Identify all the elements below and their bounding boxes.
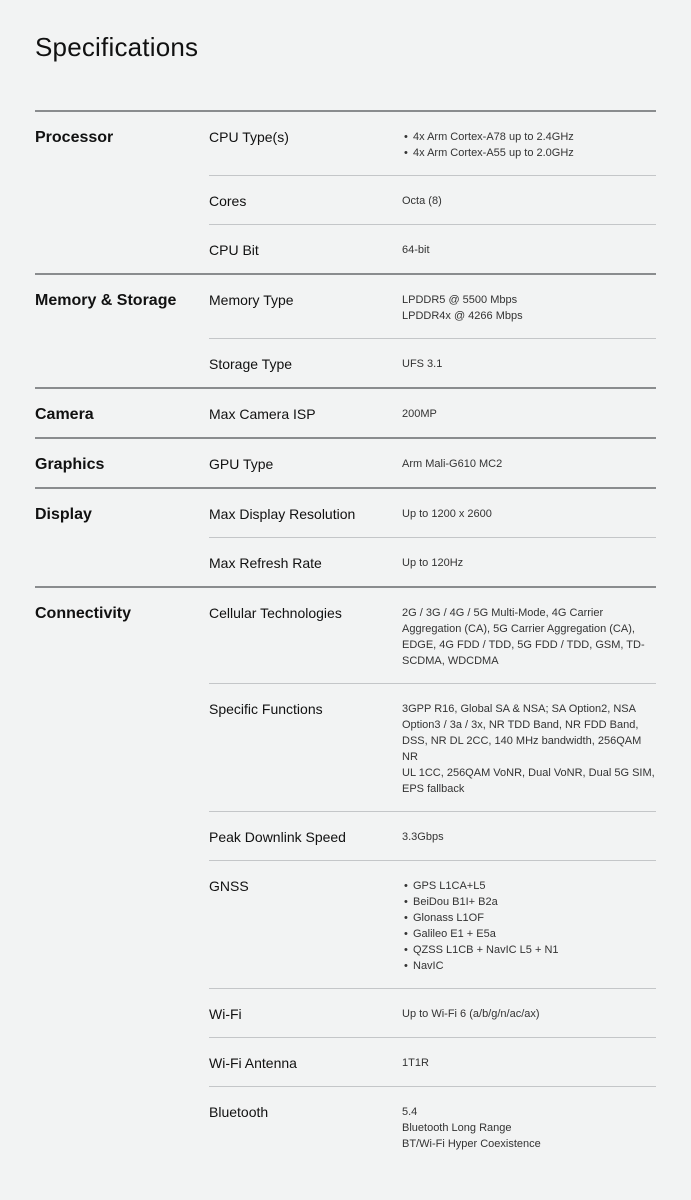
- spec-value-line: DSS, NR DL 2CC, 140 MHz bandwidth, 256QAM NR: [402, 735, 642, 763]
- spec-label: GNSS: [209, 878, 249, 894]
- section-title: Graphics: [35, 456, 105, 473]
- spec-value: [402, 554, 656, 572]
- spec-value-item: • BeiDou B1I+ B2a: [413, 894, 656, 910]
- spec-value: [402, 355, 656, 373]
- spec-value-line: Octa (8): [402, 195, 442, 207]
- spec-label: CPU Bit: [209, 242, 259, 258]
- section-title: Memory & Storage: [35, 292, 177, 309]
- spec-label: Wi-Fi Antenna: [209, 1055, 297, 1071]
- spec-value-line: 3.3Gbps: [402, 831, 444, 843]
- spec-value-item: • Galileo E1 + E5a: [413, 926, 656, 942]
- page-title: Specifications: [35, 32, 199, 62]
- spec-label: Max Camera ISP: [209, 406, 316, 422]
- specifications-table: [35, 110, 656, 1166]
- spec-row: [209, 1086, 656, 1166]
- spec-section-connectivity: [35, 586, 656, 1166]
- spec-value-line: EDGE, 4G FDD / TDD, 5G FDD / TDD, GSM, TD-: [402, 639, 645, 651]
- spec-value-line: 2G / 3G / 4G / 5G Multi-Mode, 4G Carrier: [402, 607, 604, 619]
- spec-label: Specific Functions: [209, 701, 323, 717]
- spec-value-line: EPS fallback: [402, 783, 465, 795]
- spec-value-item: • GPS L1CA+L5: [413, 878, 656, 894]
- spec-value-line: 5.4: [402, 1106, 418, 1118]
- spec-value: [402, 700, 656, 797]
- spec-label: Cores: [209, 193, 247, 209]
- section-rows: [209, 439, 656, 487]
- spec-row: [209, 175, 656, 224]
- spec-value-item: • 4x Arm Cortex-A78 up to 2.4GHz: [413, 129, 656, 145]
- spec-row: [209, 537, 656, 586]
- spec-value-line: Arm Mali-G610 MC2: [402, 458, 503, 470]
- spec-value: [402, 455, 656, 473]
- spec-row: [209, 811, 656, 860]
- spec-row: [209, 489, 656, 537]
- spec-label: Memory Type: [209, 292, 294, 308]
- spec-value-line: 3GPP R16, Global SA & NSA; SA Option2, NSA: [402, 703, 636, 715]
- spec-value-line: 200MP: [402, 408, 437, 420]
- spec-value-line: LPDDR5 @ 5500 Mbps: [402, 294, 518, 306]
- spec-value-line: LPDDR4x @ 4266 Mbps: [402, 310, 523, 322]
- section-rows: [209, 588, 656, 1166]
- spec-row: [209, 224, 656, 273]
- spec-label: Bluetooth: [209, 1104, 269, 1120]
- spec-value-list: [402, 878, 656, 974]
- spec-value: [402, 192, 656, 210]
- spec-value-line: Up to 120Hz: [402, 557, 464, 569]
- spec-value-line: SCDMA, WDCDMA: [402, 655, 499, 667]
- spec-value-line: Option3 / 3a / 3x, NR TDD Band, NR FDD Band,: [402, 719, 639, 731]
- spec-value-line: BT/Wi-Fi Hyper Coexistence: [402, 1138, 541, 1150]
- spec-section-camera: [35, 387, 656, 437]
- section-title: Display: [35, 506, 92, 523]
- spec-label: Storage Type: [209, 356, 293, 372]
- section-title: Camera: [35, 406, 94, 423]
- spec-row: [209, 588, 656, 683]
- spec-value: [402, 291, 656, 324]
- spec-value-line: 1T1R: [402, 1057, 429, 1069]
- spec-value: [402, 241, 656, 259]
- spec-value-item: • NavIC: [413, 958, 656, 974]
- spec-label: Max Refresh Rate: [209, 555, 322, 571]
- spec-value: [402, 1103, 656, 1152]
- spec-label: GPU Type: [209, 456, 274, 472]
- spec-value: [402, 405, 656, 423]
- spec-value-line: Up to Wi-Fi 6 (a/b/g/n/ac/ax): [402, 1008, 540, 1020]
- spec-value: [402, 604, 656, 669]
- spec-value-line: Bluetooth Long Range: [402, 1122, 512, 1134]
- section-rows: [209, 389, 656, 437]
- spec-label: Peak Downlink Speed: [209, 829, 346, 845]
- spec-row: [209, 389, 656, 437]
- spec-value-item: • QZSS L1CB + NavIC L5 + N1: [413, 942, 656, 958]
- section-title: Processor: [35, 129, 114, 146]
- spec-row: [209, 860, 656, 988]
- spec-value-item: • Glonass L1OF: [413, 910, 656, 926]
- spec-value: [402, 1005, 656, 1023]
- spec-row: [209, 988, 656, 1037]
- spec-value-line: Up to 1200 x 2600: [402, 508, 492, 520]
- spec-section-processor: [35, 110, 656, 273]
- section-title: Connectivity: [35, 605, 132, 622]
- spec-value-line: 64-bit: [402, 244, 430, 256]
- spec-value: [402, 1054, 656, 1072]
- spec-label: Max Display Resolution: [209, 506, 356, 522]
- spec-row: [209, 275, 656, 338]
- spec-value: [402, 505, 656, 523]
- spec-row: [209, 338, 656, 387]
- spec-value-line: UFS 3.1: [402, 358, 443, 370]
- spec-label: Cellular Technologies: [209, 605, 342, 621]
- section-rows: [209, 489, 656, 586]
- spec-label: Wi-Fi: [209, 1006, 242, 1022]
- spec-value: [402, 877, 656, 974]
- section-rows: [209, 275, 656, 387]
- spec-value-list: [402, 129, 656, 161]
- spec-value-line: UL 1CC, 256QAM VoNR, Dual VoNR, Dual 5G SIM,: [402, 767, 655, 779]
- spec-section-graphics: [35, 437, 656, 487]
- spec-row: [209, 1037, 656, 1086]
- spec-row: [209, 112, 656, 175]
- spec-value-item: • 4x Arm Cortex-A55 up to 2.0GHz: [413, 145, 656, 161]
- spec-section-memory-storage: [35, 273, 656, 387]
- section-rows: [209, 112, 656, 273]
- spec-row: [209, 683, 656, 811]
- spec-value: [402, 128, 656, 161]
- spec-row: [209, 439, 656, 487]
- spec-value-line: Aggregation (CA), 5G Carrier Aggregation (CA),: [402, 623, 635, 635]
- spec-value: [402, 828, 656, 846]
- spec-section-display: [35, 487, 656, 586]
- spec-label: CPU Type(s): [209, 129, 289, 145]
